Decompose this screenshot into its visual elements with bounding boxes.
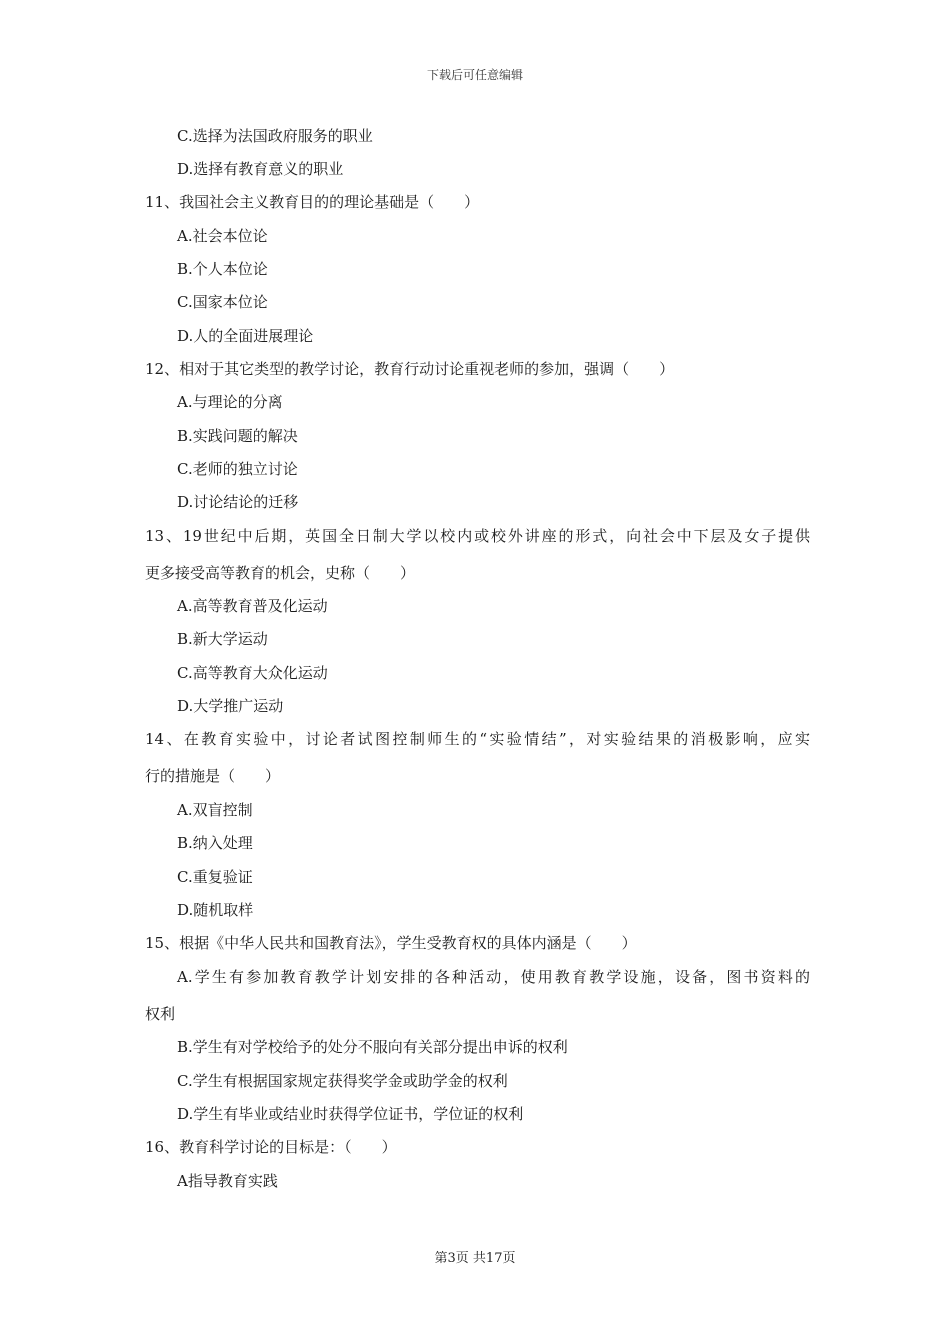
- option-b: B.学生有对学校给予的处分不服向有关部分提出申诉的权利: [177, 1038, 568, 1056]
- option-a: A.与理论的分离: [177, 393, 283, 411]
- option-c: C.高等教育大众化运动: [177, 664, 328, 682]
- option-a: A指导教育实践: [177, 1172, 278, 1190]
- option-b: B.个人本位论: [177, 260, 268, 278]
- option-b: B.新大学运动: [177, 630, 268, 648]
- option-a: A.学生有参加教育教学计划安排的各种活动，使用教育教学设施，设备，图书资料的: [177, 968, 810, 986]
- question-13-cont: 更多接受高等教育的机会，史称（ ）: [145, 564, 416, 582]
- option-a: A.社会本位论: [177, 227, 268, 245]
- page-footer: 第3页 共17页: [434, 1251, 516, 1266]
- option-c: C.老师的独立讨论: [177, 460, 298, 478]
- question-13: 13、19世纪中后期，英国全日制大学以校内或校外讲座的形式，向社会中下层及女子提供: [145, 527, 810, 545]
- option-d: D.讨论结论的迁移: [177, 493, 299, 511]
- option-b: B.实践问题的解决: [177, 427, 298, 445]
- option-b: B.纳入处理: [177, 834, 253, 852]
- question-16: 16、教育科学讨论的目标是：（ ）: [145, 1138, 397, 1156]
- option-c: C.国家本位论: [177, 293, 268, 311]
- option-d: D.选择有教育意义的职业: [177, 160, 344, 178]
- question-11: 11、我国社会主义教育目的的理论基础是（ ）: [145, 193, 480, 211]
- option-c: C.选择为法国政府服务的职业: [177, 127, 373, 145]
- option-a: A.双盲控制: [177, 801, 253, 819]
- option-d: D.学生有毕业或结业时获得学位证书，学位证的权利: [177, 1105, 524, 1123]
- option-a: A.高等教育普及化运动: [177, 597, 328, 615]
- page-header: 下载后可任意编辑: [426, 68, 523, 82]
- question-14: 14、在教育实验中，讨论者试图控制师生的“实验情结”，对实验结果的消极影响，应实: [145, 730, 810, 748]
- option-d: D.人的全面进展理论: [177, 327, 314, 345]
- question-14-cont: 行的措施是（ ）: [145, 767, 281, 785]
- question-12: 12、相对于其它类型的教学讨论，教育行动讨论重视老师的参加，强调（ ）: [145, 360, 675, 378]
- option-c: C.重复验证: [177, 868, 253, 886]
- option-d: D.大学推广运动: [177, 697, 284, 715]
- option-c: C.学生有根据国家规定获得奖学金或助学金的权利: [177, 1072, 508, 1090]
- option-a-cont: 权利: [145, 1005, 176, 1023]
- option-d: D.随机取样: [177, 901, 254, 919]
- question-15: 15、根据《中华人民共和国教育法》，学生受教育权的具体内涵是（ ）: [145, 934, 637, 952]
